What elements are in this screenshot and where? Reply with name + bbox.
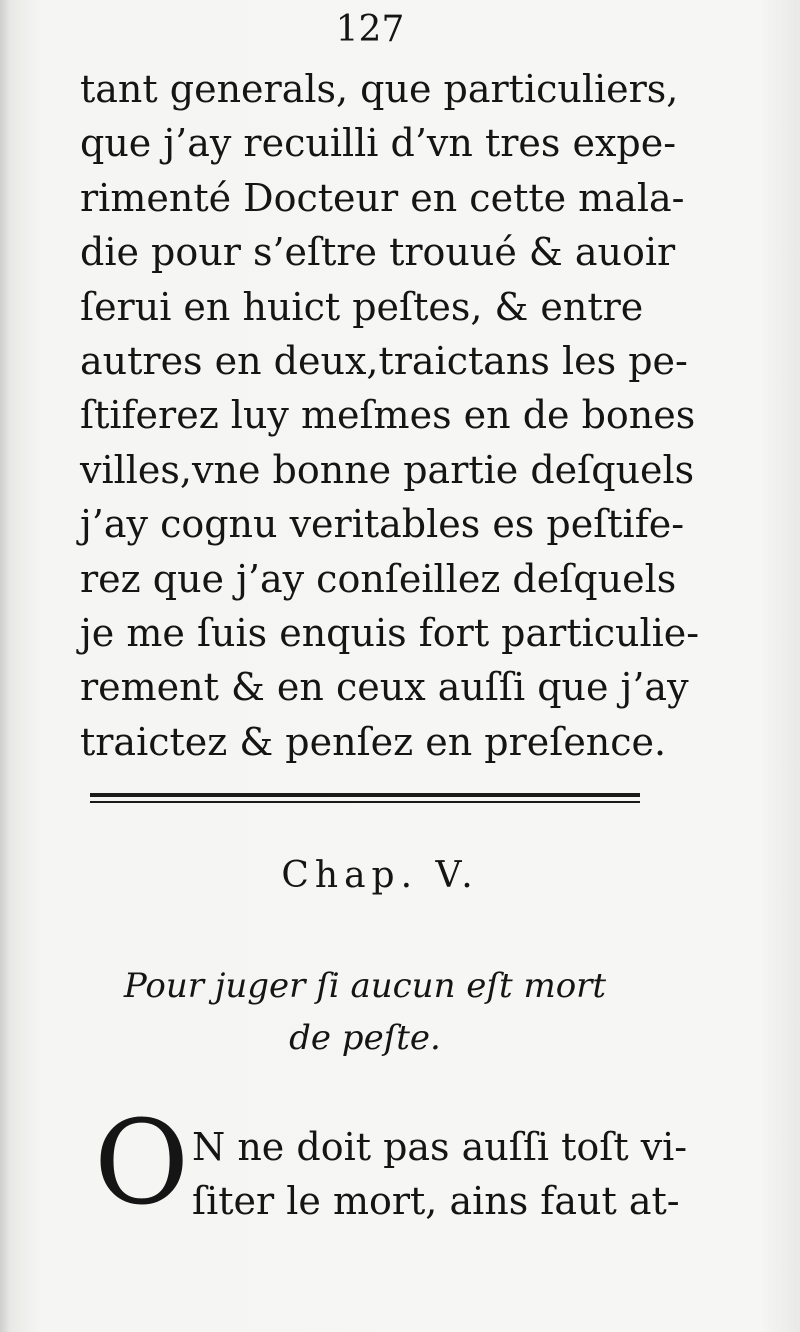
section-divider-thin — [90, 801, 640, 803]
text-line: die pour s’eſtre trouué & auoir — [80, 230, 676, 275]
section-divider — [90, 793, 640, 797]
text-line: traictez & penſez en preſence. — [80, 719, 667, 764]
subtitle-line: Pour juger ſi aucun eſt mort — [123, 966, 607, 1006]
text-line: rement & en ceux auſſi que j’ay — [80, 665, 689, 710]
text-line: ſtiferez luy meſmes en de bones — [80, 393, 696, 438]
page-gutter-shadow — [0, 0, 10, 1332]
page-number: 127 — [335, 9, 405, 50]
chapter-subtitle — [0, 960, 730, 1064]
subtitle-line: de peſte. — [289, 1018, 441, 1058]
text-line: tant generals, que particuliers, — [80, 67, 679, 111]
text-line: rez que j’ay conſeillez deſquels — [80, 556, 677, 601]
chapter-heading: Chap. V. — [281, 855, 479, 896]
text-line: j’ay cognu veritables es peſtife- — [80, 502, 685, 547]
text-line: je me ſuis enquis fort particulie- — [80, 610, 700, 655]
text-line: ſiter le mort, ains faut at- — [192, 1179, 680, 1224]
opening-paragraph — [192, 1120, 688, 1229]
text-line: que j’ay recuilli d’vn tres expe- — [80, 121, 677, 166]
text-line: autres en deux,traictans les pe- — [80, 338, 688, 383]
text-line: villes,vne bonne partie deſquels — [80, 447, 695, 492]
text-line: ſerui en huict peſtes, & entre — [80, 284, 644, 329]
text-line: rimenté Docteur en cette mala- — [80, 175, 685, 220]
text-line: N ne doit pas auſſi toſt vi- — [192, 1125, 688, 1169]
body-paragraph — [80, 62, 700, 769]
drop-cap: O — [94, 1096, 190, 1231]
